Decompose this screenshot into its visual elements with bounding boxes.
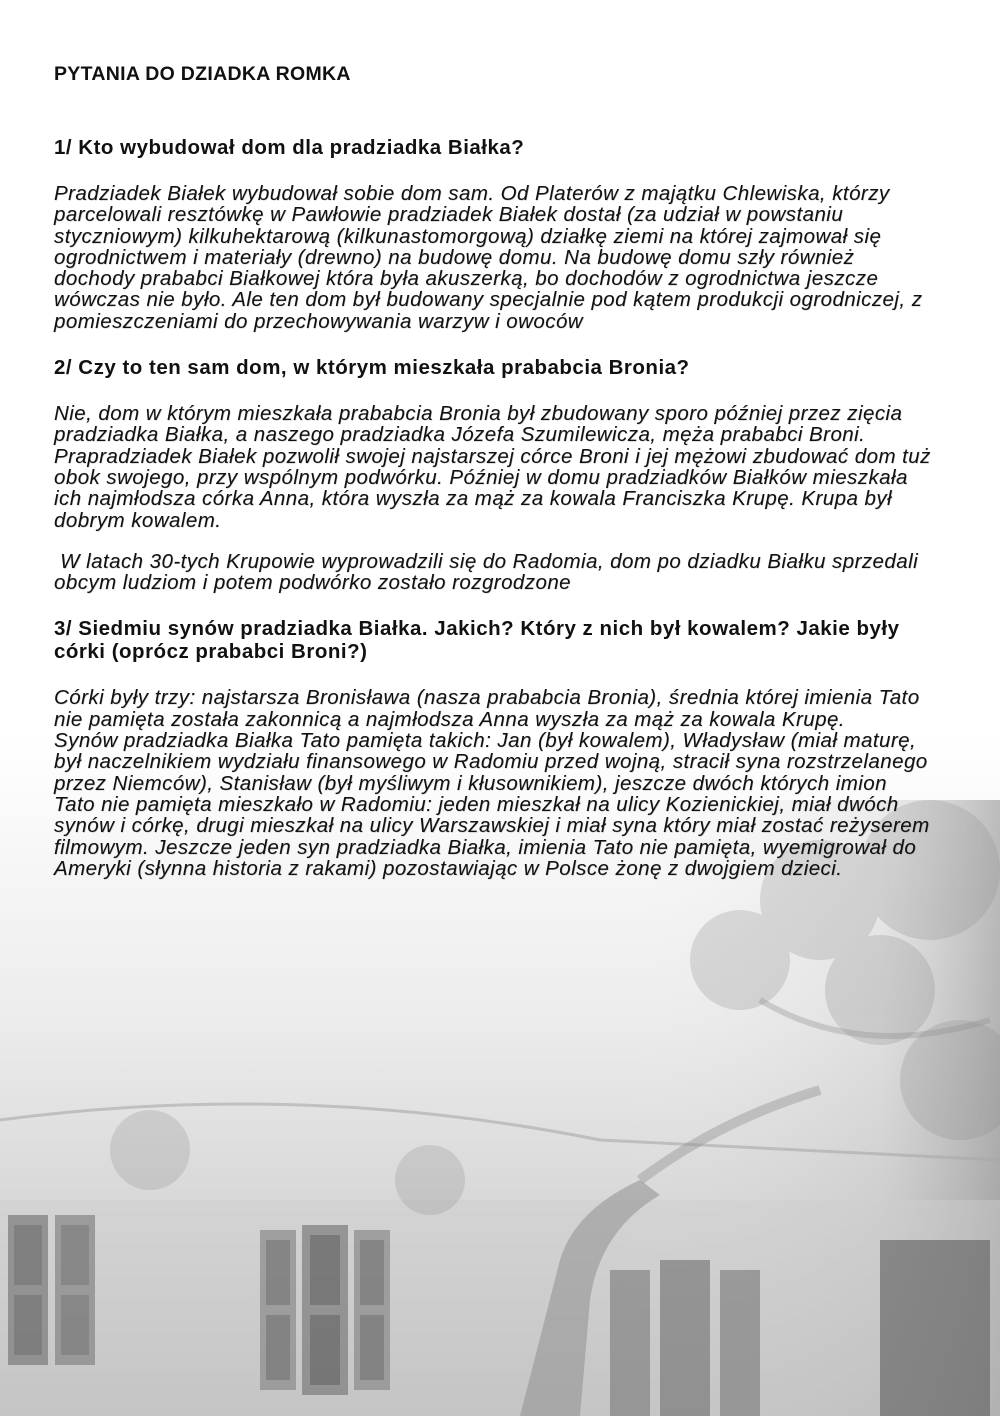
question-heading: 1/ Kto wybudował dom dla pradziadka Białka? — [54, 136, 525, 159]
answer-paragraph: Pradziadek Białek wybudował sobie dom sam. Od Platerów z majątku Chlewiska, którzy parcelowali resztówkę w Pawłowie pradziadek Białek dostał (za udział w powstaniu styczniowym) kilkuhektarową (kilkunastomorgową) działkę ziemi na której zajmował się ogrodnictwem i materiały (drewno) na budowę domu. Na budowę domu szły również dochody prababci Białkowej która była akuszerką, bo dochodów z ogrodnictwa jeszcze wówczas nie było. Ale ten dom był budowany specjalnie pod kątem produkcji ogrodniczej, z pomieszczeniami do przechowywania warzyw i owoców — [54, 182, 923, 333]
question-section-1 — [54, 136, 934, 332]
answer-paragraph: Synów pradziadka Białka Tato pamięta takich: Jan (był kowalem), Władysław (miał maturę, był naczelnikiem wydziału finansowego w Radomiu przed wojną, stracił syna rozstrzelanego przez Niemców), Stanisław (był myśliwym i kłusownikiem), jeszcze dwóch których imion Tato nie pamięta mieszkało w Radomiu: jeden mieszkał na ulicy Kozienickiej, miał dwóch synów i córkę, drugi mieszkał na ulicy Warszawskiej i miał syna który miał zostać reżyserem filmowym. Jeszcze jeden syn pradziadka Białka, imienia Tato nie pamięta, wyemigrował do Ameryki (słynna historia z rakami) pozostawiając w Polsce żonę z dwojgiem dzieci. — [54, 729, 930, 880]
document-title: PYTANIA DO DZIADKA ROMKA — [54, 63, 351, 85]
question-section-2 — [54, 356, 934, 593]
question-heading: 2/ Czy to ten sam dom, w którym mieszkała prababcia Bronia? — [54, 356, 690, 380]
question-heading: 3/ Siedmiu synów pradziadka Białka. Jakich? Który z nich był kowalem? Jakie były córki (oprócz prababci Broni?) — [54, 617, 900, 664]
document-body — [54, 62, 934, 899]
answer-paragraph: Nie, dom w którym mieszkała prababcia Bronia był zbudowany sporo później przez zięcia pradziadka Białka, a naszego pradziadka Józefa Szumilewicza, męża prababci Broni. Prapradziadek Białek pozwolił swojej najstarszej córce Broni i jej mężowi zbudować dom tuż obok swojego, przy wspólnym podwórku. Później w domu pradziadków Białków mieszkała ich najmłodsza córka Anna, która wyszła za mąż za kowala Franciszka Krupę. Krupa był dobrym kowalem. — [54, 402, 931, 532]
answer-paragraph: Córki były trzy: najstarsza Bronisława (nasza prababcia Bronia), średnia której imienia Tato nie pamięta została zakonnicą a najmłodsza Anna wyszła za mąż za kowala Krupę. — [54, 686, 920, 731]
question-section-3 — [54, 617, 934, 879]
answer-paragraph: W latach 30-tych Krupowie wyprowadzili się do Radomia, dom po dziadku Białku sprzedali obcym ludziom i potem podwórko zostało rozgrodzone — [54, 549, 925, 595]
